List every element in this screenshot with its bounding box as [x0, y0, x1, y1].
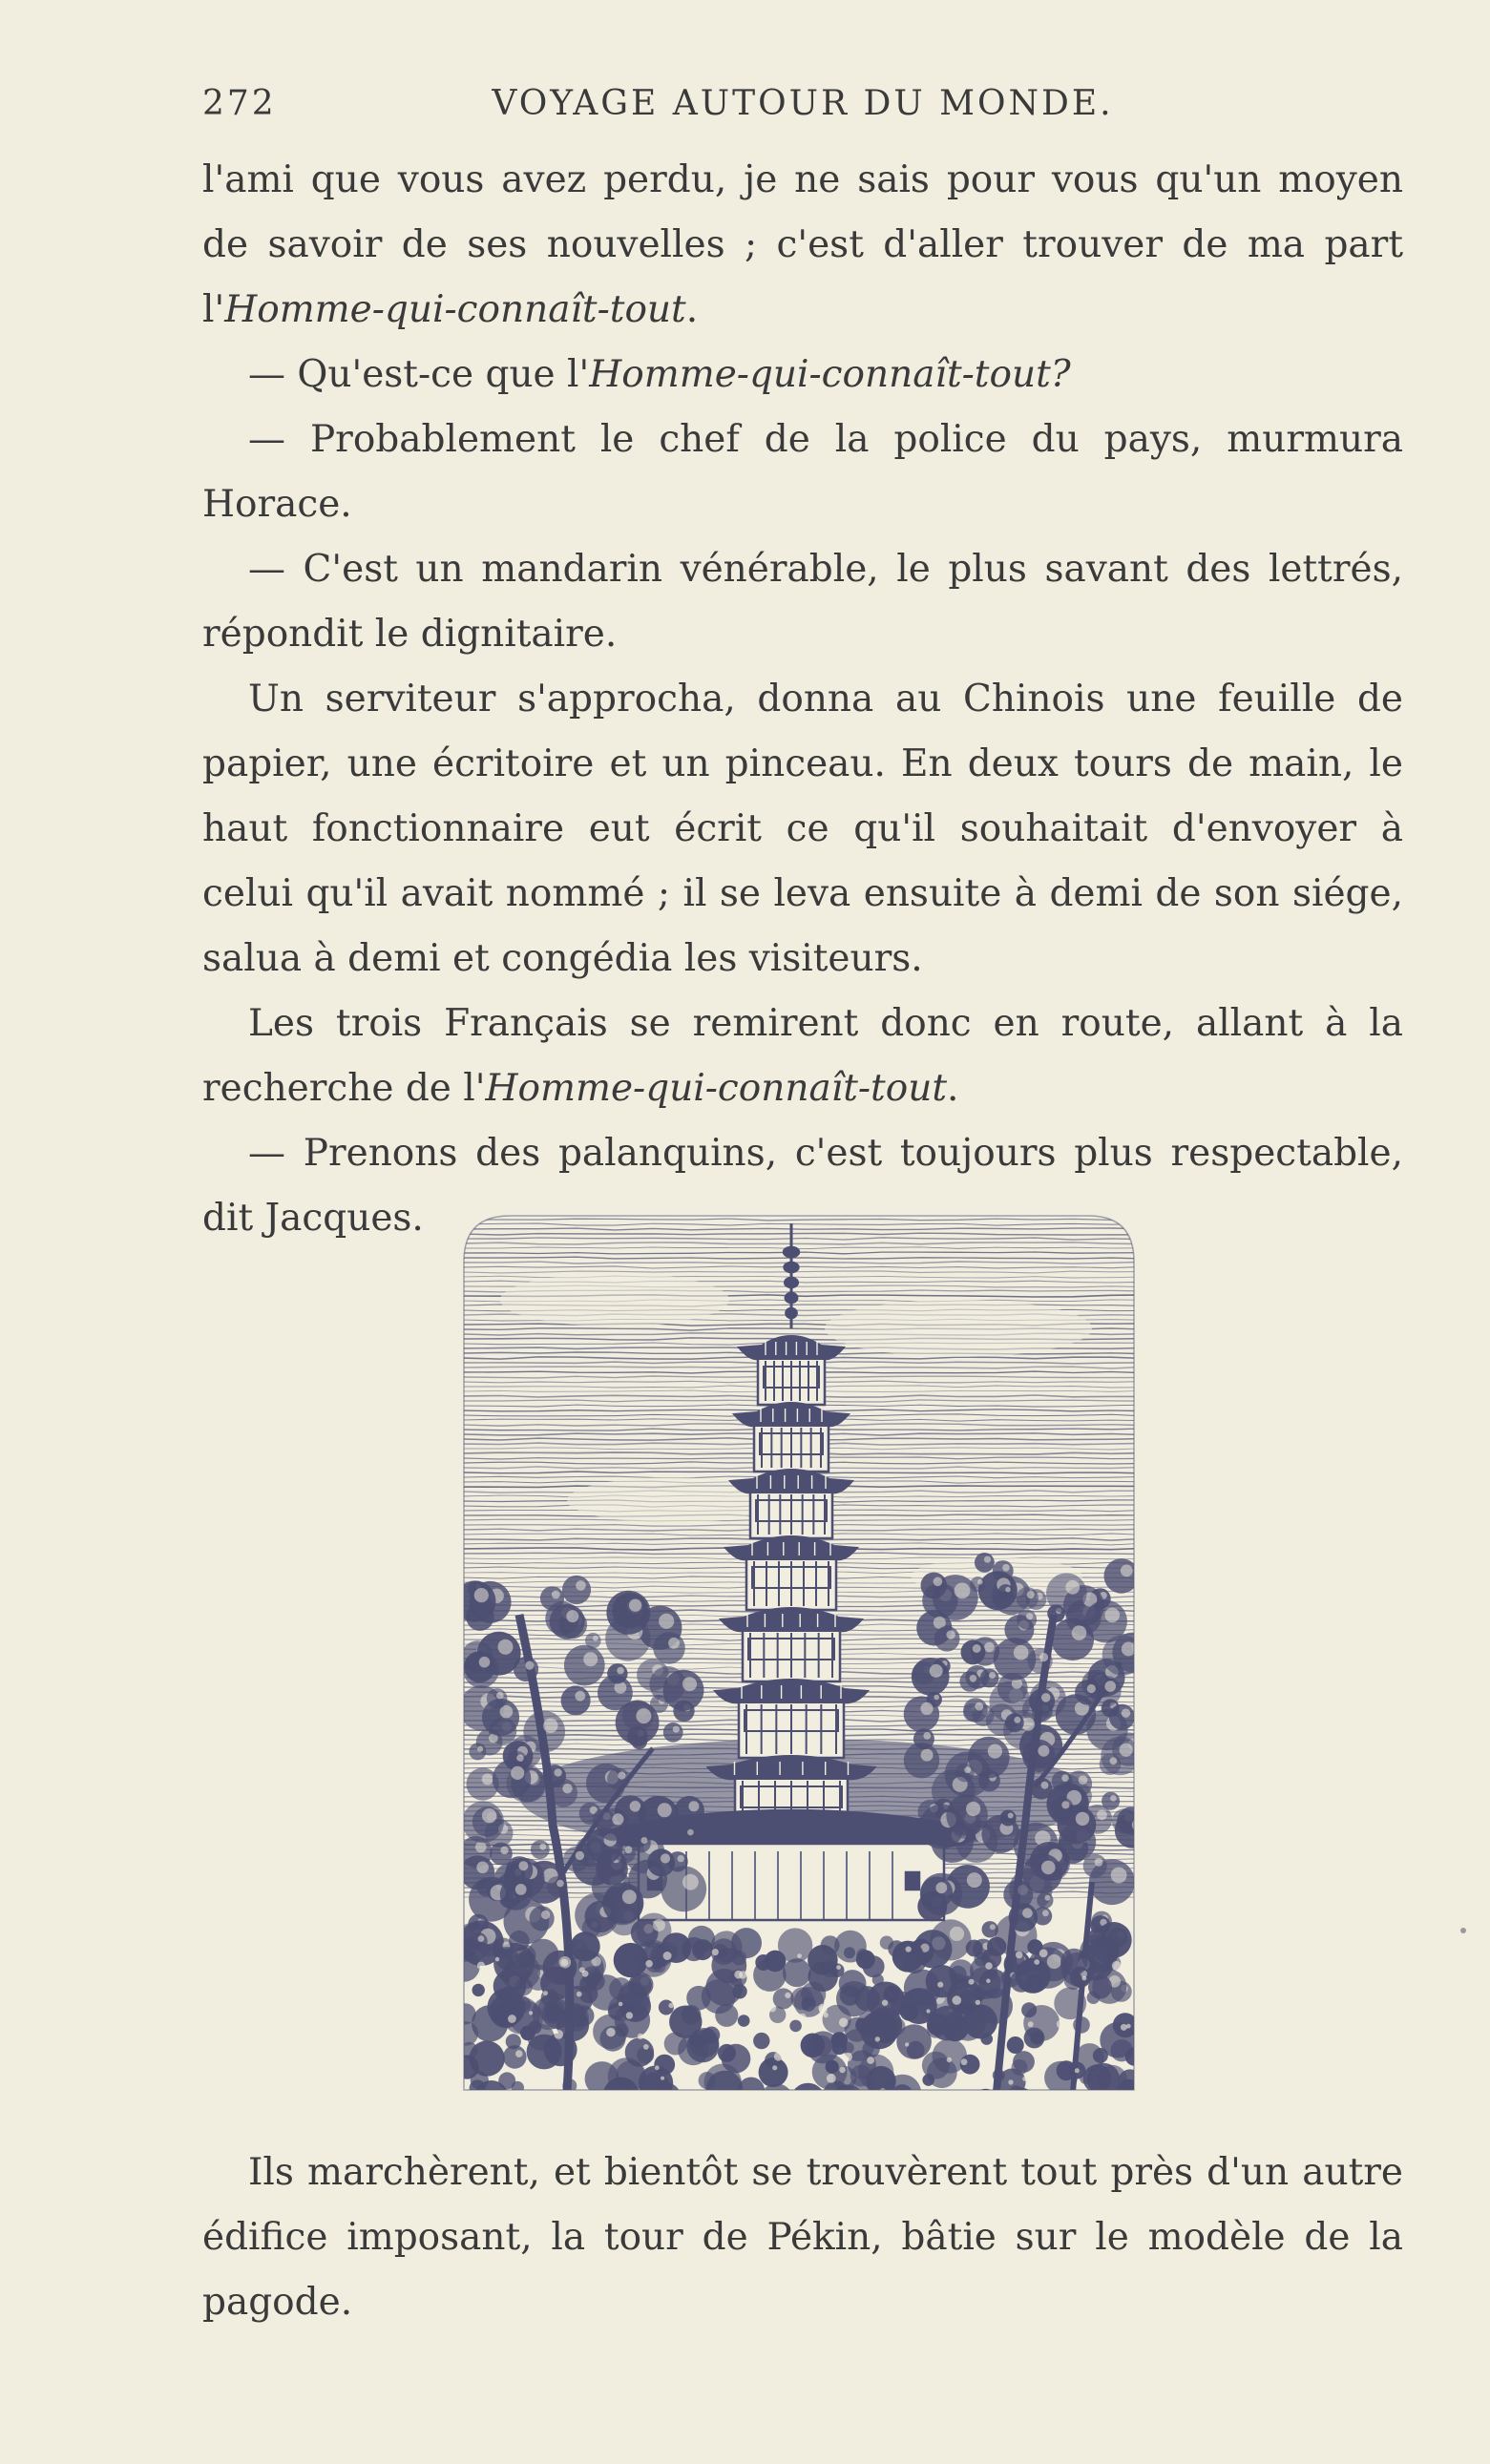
- italic-term: Homme-qui-connaît-tout?: [589, 353, 1071, 396]
- paragraph-6: Les trois Français se remirent donc en route, allant à la recherche de l'Homme-qui-connaît-tout.: [202, 1002, 1403, 1110]
- paragraph-3: — Probablement le chef de la police du pays, murmura Horace.: [202, 418, 1403, 526]
- speck: [1460, 1928, 1466, 1933]
- italic-term: Homme-qui-connaît-tout: [224, 288, 686, 331]
- paragraph-5: Un serviteur s'approcha, donna au Chinois une feuille de papier, une écritoire et un pinceau. En deux tours de main, le haut fonctionnaire eut écrit ce qu'il souhaitait d'envoyer à celui qu'il avait nommé ; il se leva ensuite à demi de son siége, salua à demi et congédia les visiteurs.: [202, 678, 1403, 980]
- paragraph-4: — C'est un mandarin vénérable, le plus savant des lettrés, répondit le dignitaire.: [202, 548, 1403, 656]
- page-number: 272: [202, 84, 277, 123]
- paragraph-1: l'ami que vous avez perdu, je ne sais pour vous qu'un moyen de savoir de ses nouvelles ; c'est d'aller trouver de ma part l'Homme-qui-connaît-tout.: [202, 158, 1403, 331]
- running-header: [202, 84, 1403, 132]
- running-title: VOYAGE AUTOUR DU MONDE.: [492, 84, 1114, 123]
- paragraph-8: Ils marchèrent, et bientôt se trouvèrent tout près d'un autre édifice imposant, la tour de Pékin, bâtie sur le modèle de la pagode.: [202, 2151, 1403, 2324]
- pagoda-illustration: [462, 1214, 1136, 2092]
- paragraph-2: — Qu'est-ce que l'Homme-qui-connaît-tout?: [248, 353, 1071, 396]
- italic-term: Homme-qui-connaît-tout: [485, 1067, 948, 1110]
- text-block-top: [202, 148, 1403, 1251]
- text-block-bottom: [202, 2140, 1403, 2335]
- paragraph-7: — Prenons des palanquins, c'est toujours plus respectable, dit Jacques.: [202, 1132, 1403, 1240]
